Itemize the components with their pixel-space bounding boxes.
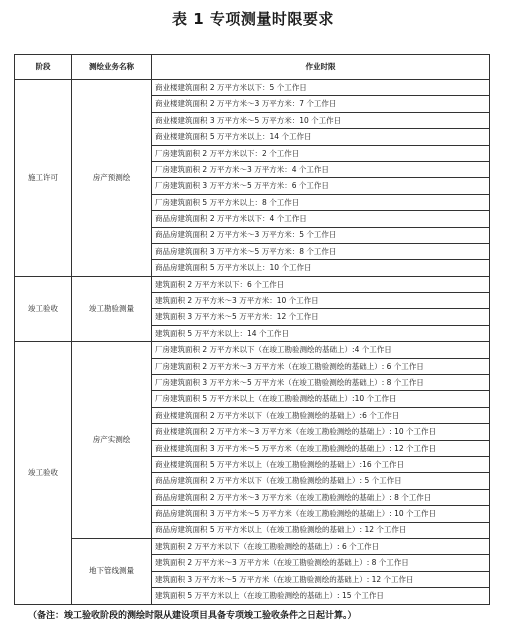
time-limit-cell: 厂房建筑面积 2 万平方米～3 万平方米（在竣工勘验测绘的基础上）: 6 个工作日 [152, 358, 490, 374]
time-limit-cell: 厂房建筑面积 2 万平方米～3 万平方米：4 个工作日 [152, 161, 490, 177]
time-limit-cell: 商业楼建筑面积 3 万平方米～5 万平方米：10 个工作日 [152, 112, 490, 128]
stage-cell: 竣工验收 [15, 342, 72, 604]
time-limit-cell: 商业楼建筑面积 5 万平方米以上：14 个工作日 [152, 129, 490, 145]
table-row [15, 342, 490, 358]
time-limit-cell: 建筑面积 5 万平方米以上（在竣工勘验测绘的基础上）: 15 个工作日 [152, 588, 490, 604]
service-cell: 房产预测绘 [72, 80, 152, 277]
service-cell: 竣工勘验测量 [72, 276, 152, 342]
table-row [15, 80, 490, 96]
table-title: 表 1 专项测量时限要求 [172, 10, 334, 28]
table-row [15, 276, 490, 292]
time-limit-cell: 商品房建筑面积 2 万平方米～3 万平方米：5 个工作日 [152, 227, 490, 243]
time-limit-cell: 商业楼建筑面积 2 万平方米以下（在竣工勘验测绘的基础上）:6 个工作日 [152, 407, 490, 423]
header-stage: 阶段 [15, 55, 72, 80]
time-limit-cell: 商业楼建筑面积 2 万平方米～3 万平方米（在竣工勘验测绘的基础上）: 10 个工作日 [152, 424, 490, 440]
stage-cell: 施工许可 [15, 80, 72, 277]
time-limit-cell: 商品房建筑面积 5 万平方米以上（在竣工勘验测绘的基础上）: 12 个工作日 [152, 522, 490, 538]
service-cell: 房产实测绘 [72, 342, 152, 539]
stage-cell: 竣工验收 [15, 276, 72, 342]
time-limit-cell: 厂房建筑面积 5 万平方米以上（在竣工勘验测绘的基础上）:10 个工作日 [152, 391, 490, 407]
time-limit-cell: 厂房建筑面积 2 万平方米以下（在竣工勘验测绘的基础上）:4 个工作日 [152, 342, 490, 358]
time-limit-cell: 商品房建筑面积 3 万平方米～5 万平方米：8 个工作日 [152, 243, 490, 259]
time-limit-cell: 商业楼建筑面积 2 万平方米～3 万平方米：7 个工作日 [152, 96, 490, 112]
header-service: 测绘业务名称 [72, 55, 152, 80]
time-limit-cell: 商业楼建筑面积 5 万平方米以上（在竣工勘验测绘的基础上）:16 个工作日 [152, 456, 490, 472]
time-limit-cell: 建筑面积 3 万平方米～5 万平方米：12 个工作日 [152, 309, 490, 325]
time-limit-cell: 建筑面积 2 万平方米～3 万平方米（在竣工勘验测绘的基础上）: 8 个工作日 [152, 555, 490, 571]
header-time-limit: 作业时限 [152, 55, 490, 80]
time-limit-cell: 建筑面积 3 万平方米～5 万平方米（在竣工勘验测绘的基础上）: 12 个工作日 [152, 571, 490, 587]
time-limit-cell: 厂房建筑面积 5 万平方米以上：8 个工作日 [152, 194, 490, 210]
service-cell: 地下管线测量 [72, 538, 152, 604]
time-limit-cell: 商业楼建筑面积 3 万平方米～5 万平方米（在竣工勘验测绘的基础上）: 12 个工作日 [152, 440, 490, 456]
time-limit-cell: 商品房建筑面积 2 万平方米以下（在竣工勘验测绘的基础上）: 5 个工作日 [152, 473, 490, 489]
time-limit-table [14, 54, 490, 605]
time-limit-cell: 商品房建筑面积 2 万平方米～3 万平方米（在竣工勘验测绘的基础上）: 8 个工作日 [152, 489, 490, 505]
time-limit-cell: 建筑面积 5 万平方米以上：14 个工作日 [152, 325, 490, 341]
time-limit-cell: 建筑面积 2 万平方米以下（在竣工勘验测绘的基础上）: 6 个工作日 [152, 538, 490, 554]
table-row [15, 538, 490, 554]
time-limit-cell: 厂房建筑面积 3 万平方米～5 万平方米（在竣工勘验测绘的基础上）: 8 个工作日 [152, 375, 490, 391]
time-limit-cell: 商品房建筑面积 2 万平方米以下：4 个工作日 [152, 211, 490, 227]
time-limit-cell: 商业楼建筑面积 2 万平方米以下：5 个工作日 [152, 80, 490, 96]
time-limit-cell: 建筑面积 2 万平方米～3 万平方米：10 个工作日 [152, 293, 490, 309]
time-limit-cell: 厂房建筑面积 3 万平方米～5 万平方米：6 个工作日 [152, 178, 490, 194]
header-row [15, 55, 490, 80]
time-limit-cell: 建筑面积 2 万平方米以下：6 个工作日 [152, 276, 490, 292]
footnote: （备注：竣工验收阶段的测绘时限从建设项目具备专项竣工验收条件之日起计算。） [28, 611, 357, 621]
time-limit-cell: 厂房建筑面积 2 万平方米以下：2 个工作日 [152, 145, 490, 161]
time-limit-cell: 商品房建筑面积 5 万平方米以上：10 个工作日 [152, 260, 490, 276]
time-limit-cell: 商品房建筑面积 3 万平方米～5 万平方米（在竣工勘验测绘的基础上）: 10 个工作日 [152, 506, 490, 522]
